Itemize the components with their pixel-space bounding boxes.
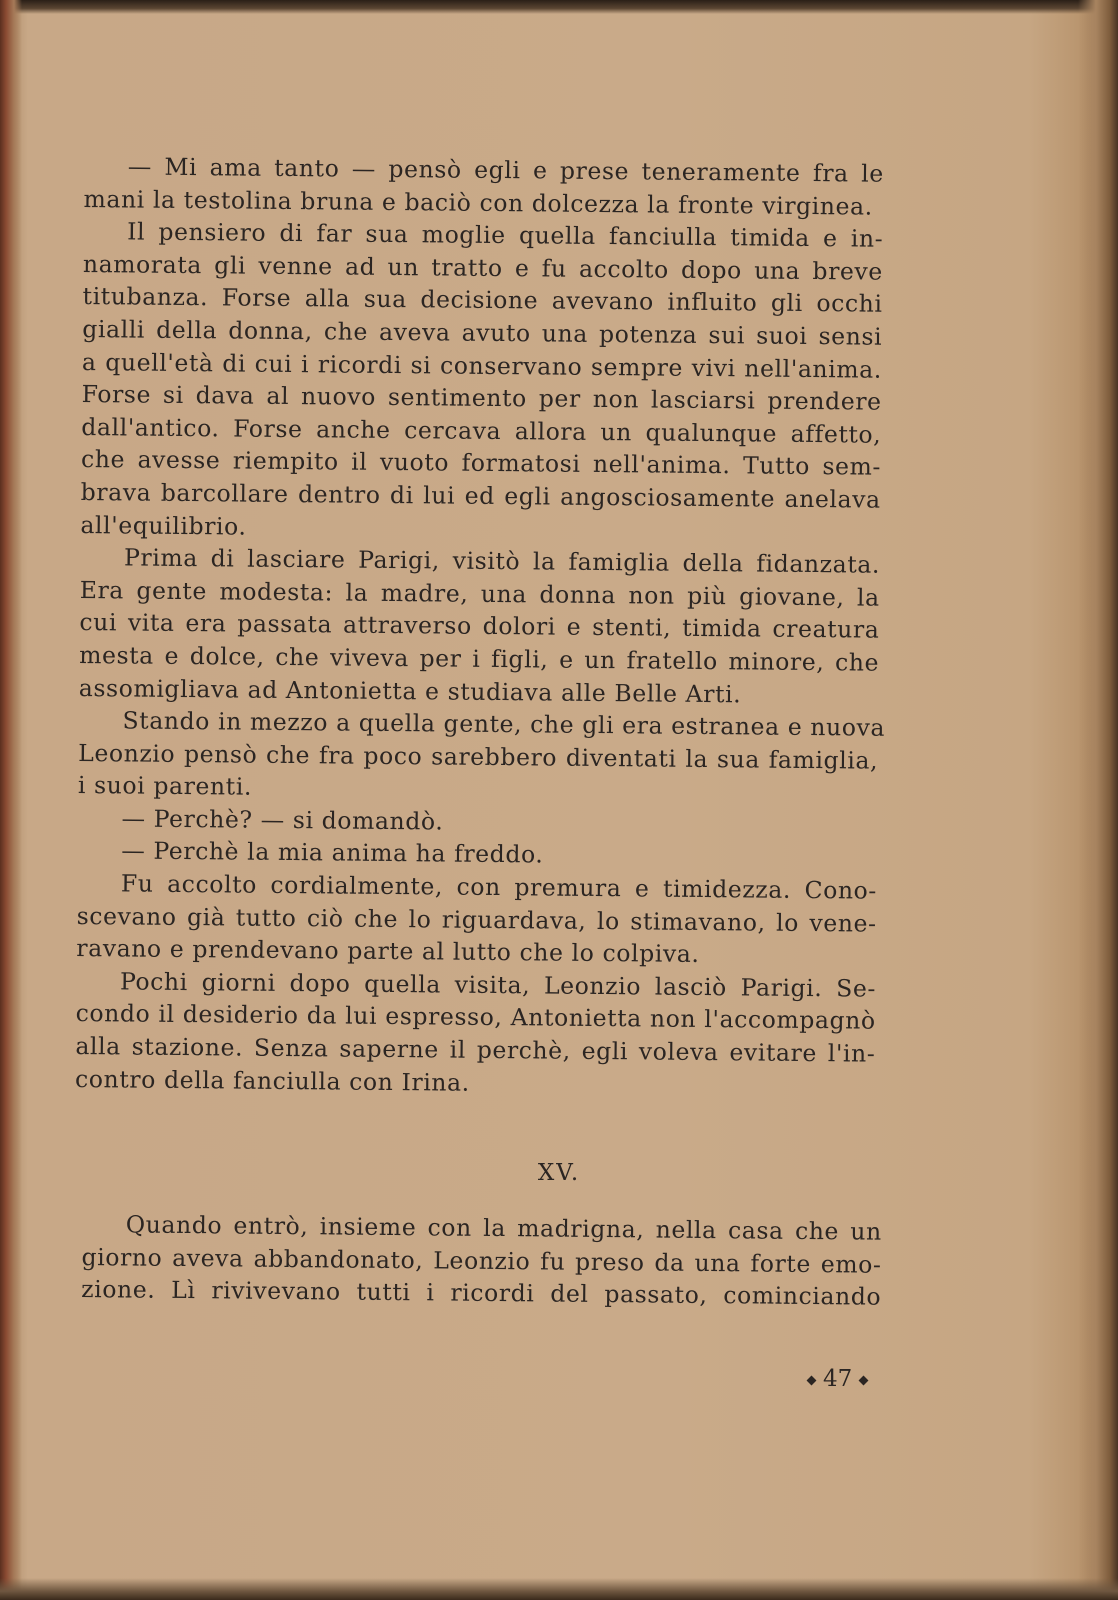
text-line: Leonzio pensò che fra poco sarebbero diventati la sua famiglia,	[78, 738, 879, 775]
text-line: a quell'età di cui i ricordi si conservano sempre vivi nell'anima.	[81, 347, 883, 384]
text-line: alla stazione. Senza saperne il perchè, egli voleva evitare l'in-	[75, 1031, 876, 1068]
text-line: giorno aveva abbandonato, Leonzio fu preso da una forte emo-	[81, 1242, 882, 1279]
text-line: Quando entrò, insieme con la madrigna, nella casa che un	[125, 1210, 882, 1246]
text-line: mani la testolina bruna e baciò con dolcezza la fronte virginea.	[83, 184, 873, 221]
paragraph	[80, 215, 883, 549]
text-line: Pochi giorni dopo quella visita, Leonzio lasciò Parigi. Se-	[119, 967, 877, 1003]
text-line: titubanza. Forse alla sua decisione avevano influito gli occhi	[82, 282, 883, 319]
text-line: scevano già tutto ciò che lo riguardava, lo stimavano, lo vene-	[76, 901, 877, 938]
text-line: — Perchè la mia anima ha freddo.	[121, 836, 544, 869]
page-left-edge	[0, 0, 22, 1600]
chapter-heading: XV.	[537, 1160, 581, 1186]
text-line: namorata gli venne ad un tratto e fu accolto dopo una breve	[82, 249, 884, 286]
paragraph	[81, 1208, 882, 1313]
text-line: — Perchè? — si domandò.	[121, 804, 444, 836]
text-line: Fu accolto cordialmente, con premura e timidezza. Cono-	[120, 869, 878, 905]
diamond-ornament-left	[807, 1375, 817, 1385]
text-line: assomigliava ad Antonietta e studiava alle Belle Arti.	[78, 673, 742, 708]
paragraph	[79, 541, 881, 712]
text-line: che avesse riempito il vuoto formatosi nell'anima. Tutto sem-	[80, 445, 882, 482]
page-right-edge	[1078, 0, 1118, 1600]
text-line: Era gente modesta: la madre, una donna non più giovane, la	[79, 575, 880, 612]
text-line: Il pensiero di far sua moglie quella fanciulla timida e in-	[127, 217, 884, 253]
body-text-bottom	[81, 1208, 882, 1313]
text-line: i suoi parenti.	[77, 771, 253, 801]
text-line: Stando in mezzo a quella gente, che gli era estranea e nuova	[122, 706, 886, 742]
text-line: mesta e dolce, che viveva per i figli, e un fratello minore, che	[79, 640, 880, 677]
text-line: brava barcollare dentro di lui ed egli angosciosamente anelava	[80, 477, 881, 514]
body-text-top	[75, 150, 884, 1103]
paragraph	[76, 867, 877, 972]
text-line: cui vita era passata attraverso dolori e stenti, timida creatura	[79, 608, 880, 644]
paragraph	[77, 704, 886, 809]
text-line: Prima di lasciare Parigi, visitò la famiglia della fidanzata.	[123, 543, 881, 579]
text-line: Forse si dava al nuovo sentimento per non lasciarsi prendere	[81, 380, 882, 416]
text-line: condo il desiderio da lui espresso, Antonietta non l'accompagnò	[75, 999, 876, 1036]
text-line: all'equilibrio.	[80, 510, 247, 541]
diamond-ornament-right	[859, 1375, 869, 1385]
text-line: — Mi ama tanto — pensò egli e prese teneramente fra le	[127, 152, 884, 188]
text-line: ravano e prendevano parte al lutto che lo colpiva.	[76, 934, 700, 969]
paragraph	[83, 150, 884, 223]
page-number-value: 47	[823, 1366, 853, 1392]
text-line: dall'antico. Forse anche cercava allora un qualunque affetto,	[81, 412, 882, 449]
paragraph	[75, 965, 876, 1103]
text-line: gialli della donna, che aveva avuto una potenza sui suoi sensi	[82, 314, 883, 351]
text-line: contro della fanciulla con Irina.	[74, 1064, 470, 1097]
text-line: zione. Lì rivivevano tutti i ricordi del passato, cominciando	[81, 1275, 882, 1311]
page-number	[800, 1366, 875, 1392]
